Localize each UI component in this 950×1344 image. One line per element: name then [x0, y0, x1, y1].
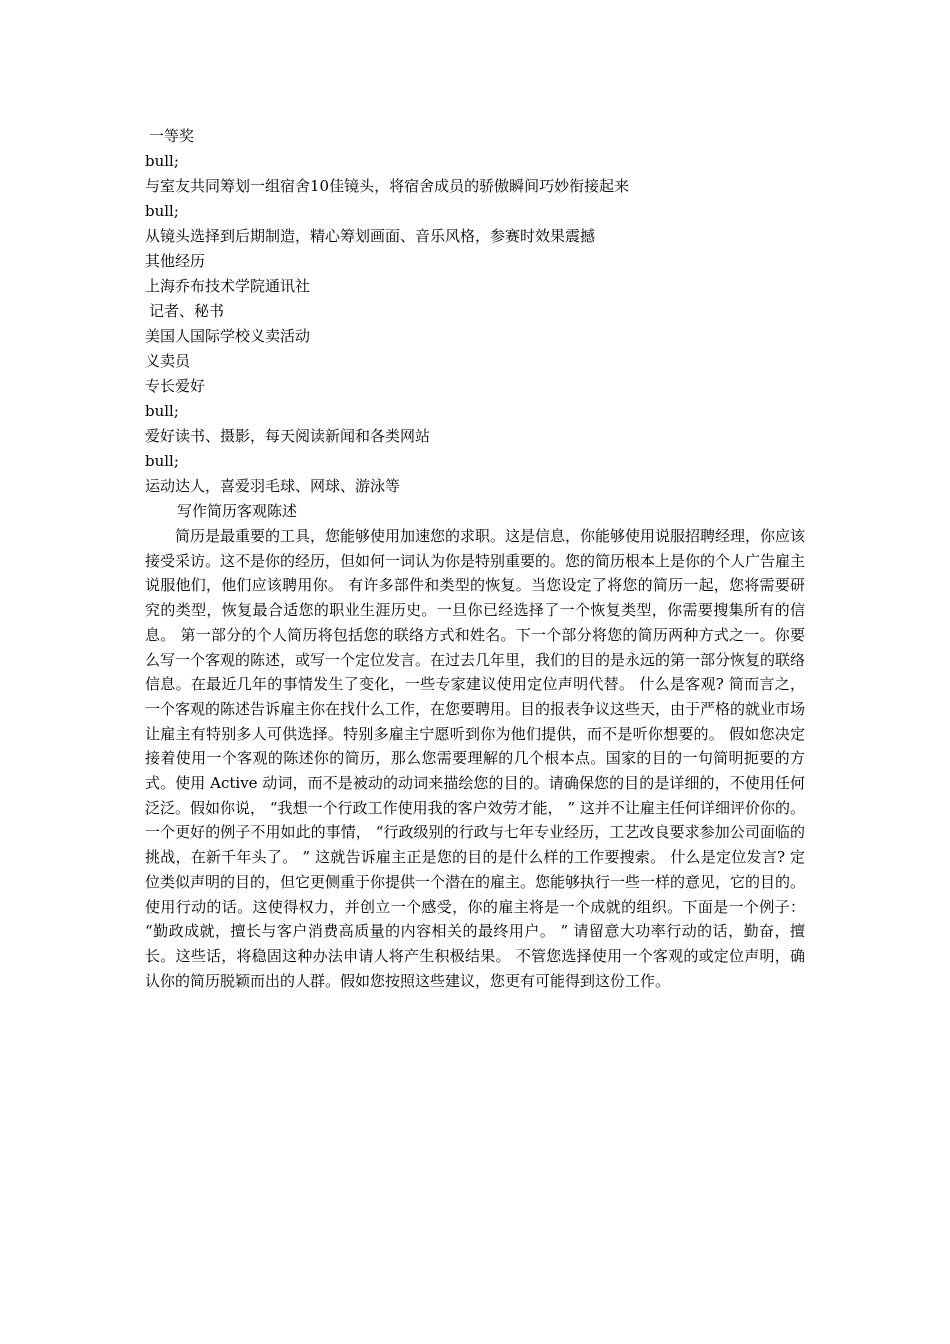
article-body: 简历是最重要的工具，您能够使用加速您的求职。这是信息，你能够使用说服招聘经理，你应该接受采访。这不是你的经历，但如何一词认为你是特别重要的。您的简历根本上是你的个人广告雇主说服他们，他们应该聘用你。 有许多部件和类型的恢复。当您设定了将您的简历一起，您将需要研究的类型，恢复最合适您的职业生涯历史。一旦你已经选择了一个恢复类型，你需要搜集所有的信息。 第一部分的个人简历将包括您的联络方式和姓名。下一个部分将您的简历两种方式之一。你要么写一个客观的陈述，或写一个定位发言。在过去几年里，我们的目的是永远的第一部分恢复的联络信息。在最近几年的事情发生了变化，一些专家建议使用定位声明代替。 什么是客观? 简而言之，一个客观的陈述告诉雇主你在找什么工作，在您要聘用。目的报表争议这些天，由于严格的就业市场让雇主有特别多人可供选择。特别多雇主宁愿听到你为他们提供，而不是听你想要的。 假如您决定接着使用一个客观的陈述你的简历，那么您需要理解的几个根本点。国家的目的一句简明扼要的方式。使用 Active 动词，而不是被动的动词来描绘您的目的。请确保您的目的是详细的，不使用任何泛泛。假如你说， “我想一个行政工作使用我的客户效劳才能， ” 这并不让雇主任何详细评价你的。一个更好的例子不用如此的事情， “行政级别的行政与七年专业经历，工艺改良要求参加公司面临的挑战，在新千年头了。 ” 这就告诉雇主正是您的目的是什么样的工作要搜索。 什么是定位发言? 定位类似声明的目的，但它更侧重于你提供一个潜在的雇主。您能够执行一些一样的意见，它的目的。使用行动的话。这使得权力，并创立一个感受，你的雇主将是一个成就的组织。下面是一个例子： “勤政成就，擅长与客户消费高质量的内容相关的最终用户。 ” 请留意大功率行动的话，勤奋，擅长。这些话，将稳固这种办法申请人将产生积极结果。 不管您选择使用一个客观的或定位声明，确认你的简历脱颖而出的人群。假如您按照这些建议，您更有可能得到这份工作。	[145, 527, 806, 990]
experience-role: 义卖员	[145, 352, 191, 370]
document-page	[145, 124, 805, 993]
list-item: 运动达人，喜爱羽毛球、网球、游泳等	[145, 477, 401, 495]
list-item: 从镜头选择到后期制造，精心筹划画面、音乐风格，参赛时效果震撼	[145, 227, 596, 245]
experience-organization: 美国人国际学校义卖活动	[145, 327, 311, 345]
article-title: 写作简历客观陈述	[177, 502, 298, 520]
bullet-marker: bull;	[145, 202, 179, 220]
section-heading-hobbies: 专长爱好	[145, 377, 206, 395]
experience-organization: 上海乔布技术学院通讯社	[145, 277, 311, 295]
list-item: 与室友共同筹划一组宿舍10佳镜头，将宿舍成员的骄傲瞬间巧妙衔接起来	[145, 177, 630, 195]
list-item: 爱好读书、摄影，每天阅读新闻和各类网站	[145, 427, 431, 445]
award-line: 一等奖	[149, 127, 195, 145]
section-heading-other-experience: 其他经历	[145, 252, 206, 270]
experience-role: 记者、秘书	[149, 302, 225, 320]
bullet-marker: bull;	[145, 152, 179, 170]
bullet-marker: bull;	[145, 452, 179, 470]
bullet-marker: bull;	[145, 402, 179, 420]
